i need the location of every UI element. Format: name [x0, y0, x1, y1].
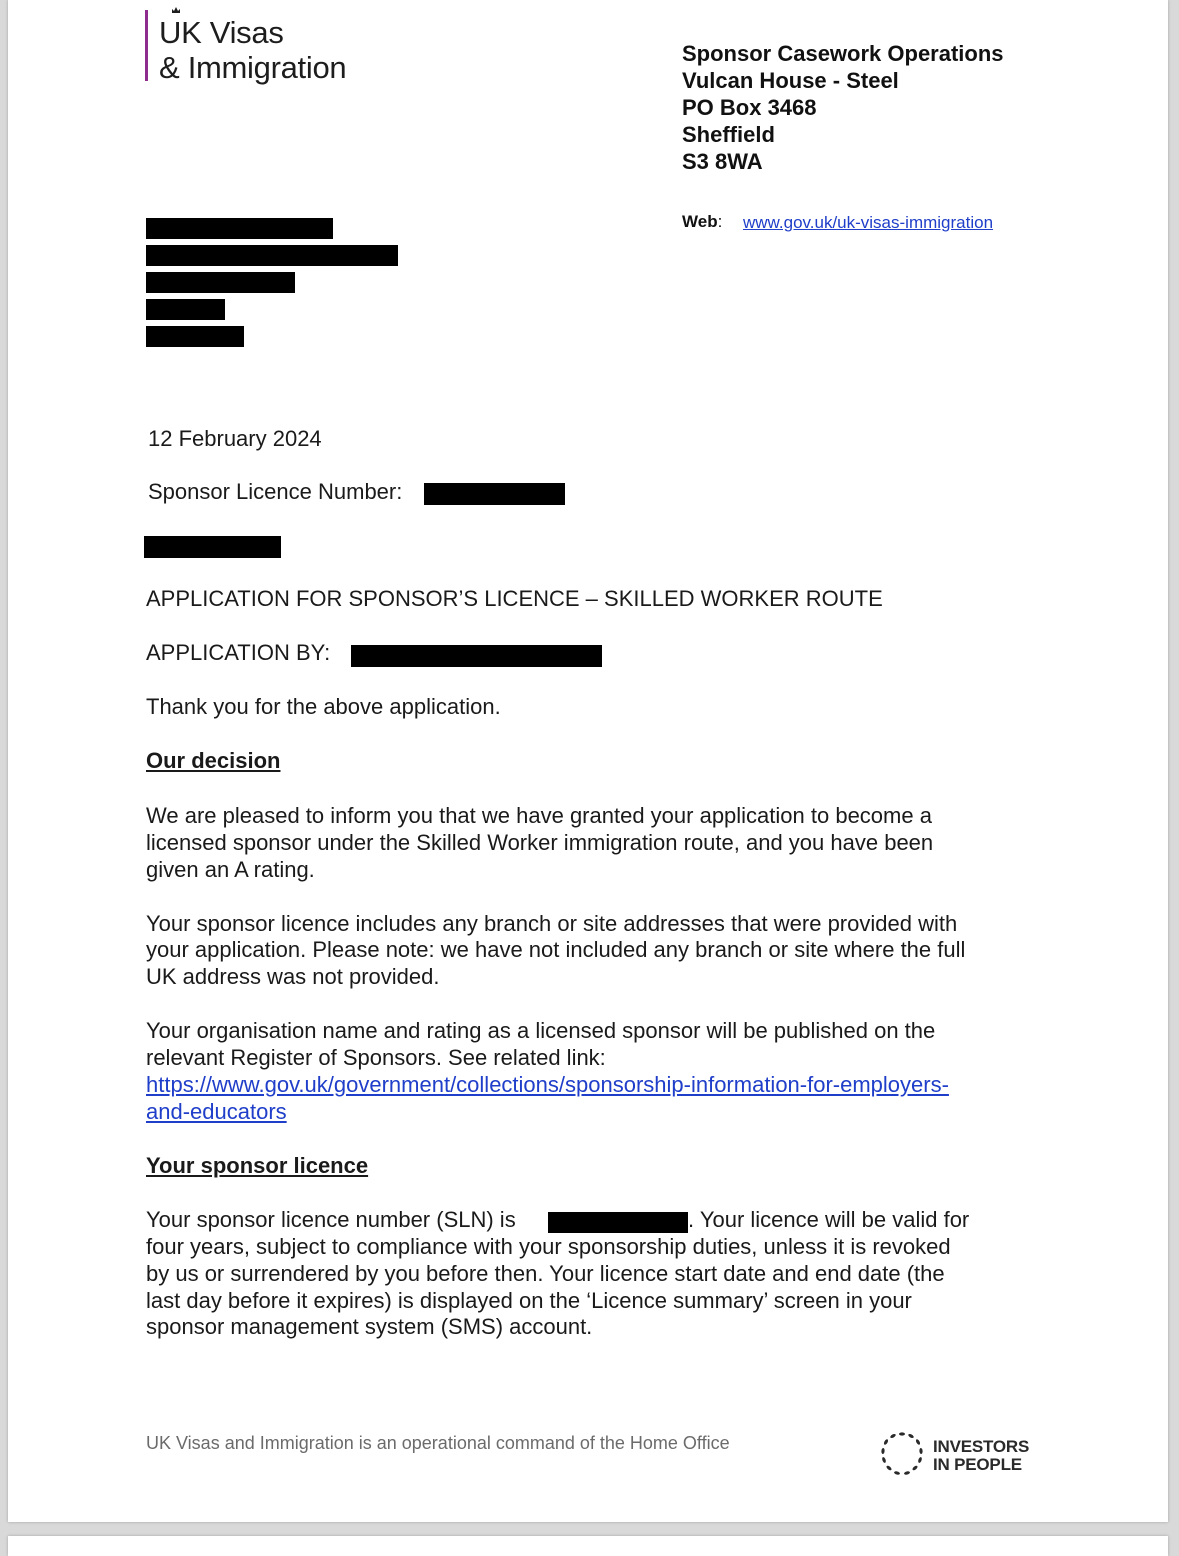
redacted-licence-number — [424, 483, 565, 505]
sender-address-line: Sheffield — [682, 122, 775, 147]
sender-address-line: Vulcan House - Steel — [682, 68, 899, 93]
crown-icon — [171, 6, 181, 14]
investors-in-people-laurel-icon — [878, 1430, 926, 1478]
letter-page — [8, 0, 1168, 1522]
decision-line: given an A rating. — [146, 857, 315, 882]
register-line: Your organisation name and rating as a licensed sponsor will be published on the — [146, 1018, 936, 1043]
licence-line: sponsor management system (SMS) account. — [146, 1314, 593, 1339]
licence-line: four years, subject to compliance with your sponsorship duties, unless it is revoked — [146, 1234, 951, 1259]
redacted-recipient-line — [146, 299, 225, 320]
sln-suffix: . Your licence will be valid for — [688, 1207, 970, 1232]
licence-number-label: Sponsor Licence Number: — [148, 479, 403, 504]
application-by-label: APPLICATION BY: — [146, 640, 331, 665]
licence-line: by us or surrendered by you before then. Your licence start date and end date (the — [146, 1261, 945, 1286]
branch-line: UK address was not provided. — [146, 964, 440, 989]
register-line: relevant Register of Sponsors. See related link: — [146, 1045, 606, 1070]
redacted-applicant — [351, 645, 602, 667]
licence-heading: Your sponsor licence — [146, 1153, 369, 1178]
register-link[interactable]: https://www.gov.uk/government/collections/sponsorship-information-for-employers- — [146, 1072, 949, 1097]
decision-line: licensed sponsor under the Skilled Worker immigration route, and you have been — [146, 830, 934, 855]
sender-address-line: Sponsor Casework Operations — [682, 41, 1004, 66]
redacted-sln — [548, 1212, 688, 1233]
branch-line: Your sponsor licence includes any branch or site addresses that were provided with — [146, 911, 958, 936]
web-link[interactable]: www.gov.uk/uk-visas-immigration — [743, 213, 994, 232]
redacted-reference — [144, 536, 281, 558]
logo-line-1: UK Visas — [159, 15, 284, 50]
sender-address-line: PO Box 3468 — [682, 95, 817, 120]
thanks-text: Thank you for the above application. — [146, 694, 501, 719]
redacted-recipient-line — [146, 218, 333, 239]
redacted-recipient-line — [146, 245, 398, 266]
licence-line: last day before it expires) is displayed on the ‘Licence summary’ screen in your — [146, 1288, 912, 1313]
decision-line: We are pleased to inform you that we have granted your application to become a — [146, 803, 932, 828]
badge-line-1: INVESTORS — [933, 1437, 1030, 1456]
letter-subject: APPLICATION FOR SPONSOR’S LICENCE – SKILLED WORKER ROUTE — [146, 586, 883, 611]
footer-text: UK Visas and Immigration is an operational command of the Home Office — [146, 1433, 730, 1453]
sender-address-line: S3 8WA — [682, 149, 763, 174]
redacted-recipient-line — [146, 326, 244, 347]
sln-prefix: Your sponsor licence number (SLN) is — [146, 1207, 516, 1232]
branch-line: your application. Please note: we have not included any branch or site where the full — [146, 937, 966, 962]
logo-line-2: & Immigration — [159, 50, 347, 85]
letter-date: 12 February 2024 — [148, 426, 322, 451]
decision-heading: Our decision — [146, 748, 281, 773]
register-link[interactable]: and-educators — [146, 1099, 287, 1124]
logo-accent-bar — [145, 10, 148, 81]
redacted-recipient-line — [146, 272, 295, 293]
next-page-edge — [8, 1536, 1168, 1556]
web-label: Web: — [682, 212, 723, 231]
badge-line-2: IN PEOPLE — [933, 1455, 1022, 1474]
